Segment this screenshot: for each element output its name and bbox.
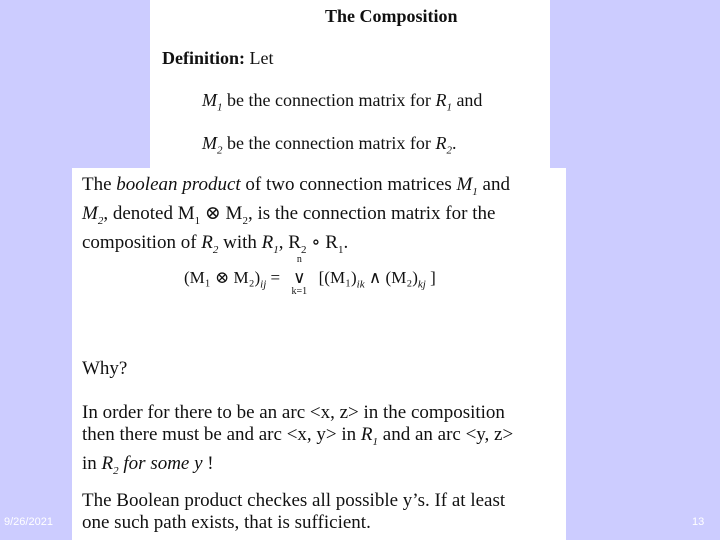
subscript: 2 <box>212 243 219 256</box>
text: ! <box>202 452 214 474</box>
r2-symbol: R <box>201 231 213 253</box>
conclusion-paragraph <box>82 490 562 534</box>
m1-subscript: 1 <box>217 101 223 114</box>
text: and an arc <y, z> <box>378 424 514 445</box>
formula-sub-kj: kj <box>417 278 426 291</box>
subscript: 2 <box>97 214 104 227</box>
subscript: 1 <box>372 435 379 448</box>
para3-line2: one such path exists, that is sufficient. <box>82 512 371 533</box>
subscript: 1 <box>194 214 201 227</box>
formula-sub-ik: ik <box>356 278 365 291</box>
m1-definition <box>202 90 482 114</box>
big-or-operator <box>288 254 310 297</box>
text: then there must be and arc <x, y> in <box>82 424 361 445</box>
para3-line1: The Boolean product checkes all possible y’s. If at least <box>82 490 506 511</box>
footer-page-number: 13 <box>692 516 705 528</box>
para1-line3 <box>82 232 562 261</box>
text: , is the connection matrix for the <box>247 202 496 224</box>
subscript: 2 <box>242 214 248 227</box>
subscript: 1 <box>273 243 279 256</box>
para2-line3 <box>82 453 562 482</box>
text: , R <box>278 231 301 253</box>
text: of two connection matrices <box>240 174 457 195</box>
formula-lhs-sub: ij <box>260 278 267 291</box>
definition-line <box>162 48 274 69</box>
definition-label: Definition: <box>162 48 245 68</box>
para2-line2 <box>82 424 562 453</box>
m2-symbol: M <box>82 202 98 224</box>
m1-end: and <box>451 90 483 110</box>
text: and <box>477 174 510 195</box>
top-slide-panel <box>150 0 550 180</box>
formula-and: ∧ (M₂) <box>364 268 418 287</box>
explanation-paragraph <box>82 402 562 482</box>
formula-lhs: (M₁ ⊗ M₂) <box>184 268 261 287</box>
subscript: 2 <box>300 243 307 256</box>
boolean-product-term: boolean product <box>116 174 241 195</box>
big-or-symbol: ∨ <box>293 268 306 287</box>
for-some-y: for some y <box>118 452 203 474</box>
subscript: 2 <box>113 464 119 477</box>
boolean-product-formula <box>184 254 436 297</box>
text: The <box>82 174 117 195</box>
r1-symbol: R <box>360 424 373 445</box>
r1-subscript: 1 <box>446 101 452 114</box>
para1-line1 <box>82 174 562 203</box>
m2-definition <box>202 133 456 157</box>
big-or-lower: k=1 <box>291 286 308 297</box>
m2-end: . <box>451 133 457 153</box>
text: composition of <box>82 231 202 253</box>
formula-bracket: ] <box>425 268 436 287</box>
why-heading: Why? <box>82 358 128 379</box>
text: ⊗ M <box>200 202 243 224</box>
slide-title: The Composition <box>325 6 458 26</box>
para2-line1: In order for there to be an arc <x, z> in the composition <box>82 402 505 423</box>
r2-symbol: R <box>435 133 447 153</box>
text: in <box>82 452 102 474</box>
r2-subscript: 2 <box>446 144 452 157</box>
para1-line2 <box>82 203 562 232</box>
formula-rhs: [(M₁) <box>318 268 357 287</box>
m1-text: be the connection matrix for <box>222 90 436 110</box>
m2-symbol: M <box>202 133 217 153</box>
r1-symbol: R <box>435 90 447 110</box>
definition-let: Let <box>249 48 274 68</box>
footer-date: 9/26/2021 <box>4 516 53 528</box>
text: ∘ R <box>306 231 338 253</box>
m2-text: be the connection matrix for <box>222 133 436 153</box>
r2-symbol: R <box>101 452 114 474</box>
m1-symbol: M <box>456 174 473 195</box>
big-or-upper: n <box>296 254 302 265</box>
formula-equals: = <box>266 268 285 287</box>
text: with <box>218 231 262 253</box>
r1-symbol: R <box>261 231 274 253</box>
m2-subscript: 2 <box>217 144 223 157</box>
text: . <box>343 231 349 253</box>
m1-symbol: M <box>202 90 217 110</box>
subscript: 1 <box>472 185 478 198</box>
subscript: 1 <box>337 243 344 256</box>
text: , denoted M <box>103 202 195 224</box>
boolean-product-paragraph <box>82 174 562 260</box>
bottom-slide-panel <box>72 168 566 540</box>
